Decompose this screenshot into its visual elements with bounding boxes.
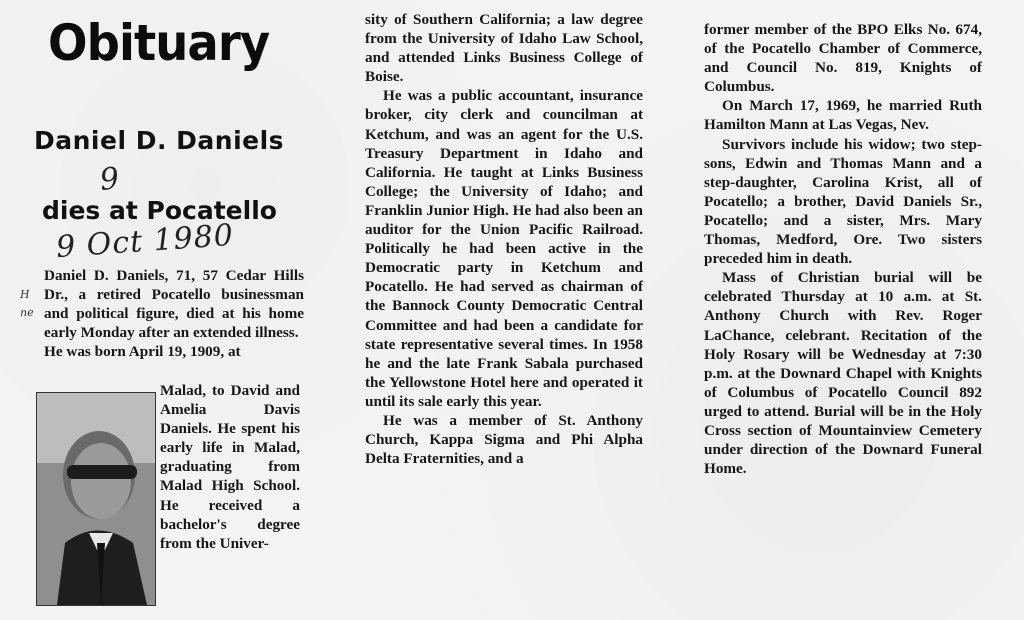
column3-paragraph-2: On March 17, 1969, he married Ruth Hamilton Mann at Las Vegas, Nev. [704, 97, 982, 134]
column3-paragraph-4: Mass of Christian burial will be celebrated Thursday at 10 a.m. at St. Anthony Church with Rev. Roger LaChance, celebrant. Recitation of the Holy Rosary will be Wednesday at 7:30 p.m. at the Downard Chapel with Knights of Columbus of Pocatello Council 892 urged to attend. Burial will be in the Holy Cross section of Mountainview Cemetery under direction of the Downard Funeral Home. [704, 269, 982, 478]
column1-paragraph-2: He was born April 19, 1909, at [44, 343, 241, 361]
obituary-column-1 [44, 266, 304, 361]
column2-paragraph-3: He was a member of St. Anthony Church, Kappa Sigma and Phi Alpha Delta Fraternities, and a [365, 411, 643, 468]
column3-paragraph-1: former member of the BPO Elks No. 674, of the Pocatello Chamber of Commerce, and Council No. 819, Knights of Columbus. [704, 21, 982, 96]
headline-subtitle: dies at Pocatello [42, 196, 277, 225]
column1-paragraph-1: Daniel D. Daniels, 71, 57 Cedar Hills Dr., a retired Pocatello businessman and political figure, died at his home early Monday after an extended illness. [44, 267, 304, 342]
section-title: Obituary [48, 14, 270, 72]
portrait-photo-icon [37, 393, 155, 605]
handwritten-date: 9 Oct 1980 [54, 217, 235, 266]
obituary-column-2 [365, 10, 643, 468]
headline-name: Daniel D. Daniels [34, 126, 285, 155]
column2-paragraph-2: He was a public accountant, insurance broker, city clerk and councilman at Ketchum, and was an agent for the U.S. Treasury Department in Idaho and California. He taught at Links Business College; the University of Idaho; and Franklin Junior High. He had also been an auditor for the Union Pacific Railroad. Politically he had been active in the Democratic party in Ketchum and Pocatello. He had served as chairman of the Bannock County Democratic Central Committee and had been a candidate for state representative several times. In 1958 he and the late Frank Sabala purchased the Yellowstone Hotel here and operated it until its sale early this year. [365, 87, 643, 410]
handwritten-mark: 9 [98, 161, 121, 198]
obituary-column-1-continued: Malad, to David and Amelia Davis Daniels. He spent his early life in Malad, graduating from Malad High School. He received a bachelor's degree from the Univer- [160, 382, 300, 552]
obituary-column-3 [704, 20, 982, 478]
column2-paragraph-1: sity of Southern California; a law degree from the University of Idaho Law School, and attended Links Business College of Boise. [365, 11, 643, 86]
portrait-photo [36, 392, 156, 606]
column3-paragraph-3: Survivors include his widow; two step-sons, Edwin and Thomas Mann and a step-daughter, Carolina Krist, all of Pocatello; a brother, David Daniels Sr., Pocatello; and a sister, Mrs. Mary Thomas, Medford, Ore. Two sisters preceded him in death. [704, 135, 982, 268]
handwritten-margin-note-2: ne [19, 305, 34, 320]
handwritten-margin-note-1: H [19, 287, 30, 302]
